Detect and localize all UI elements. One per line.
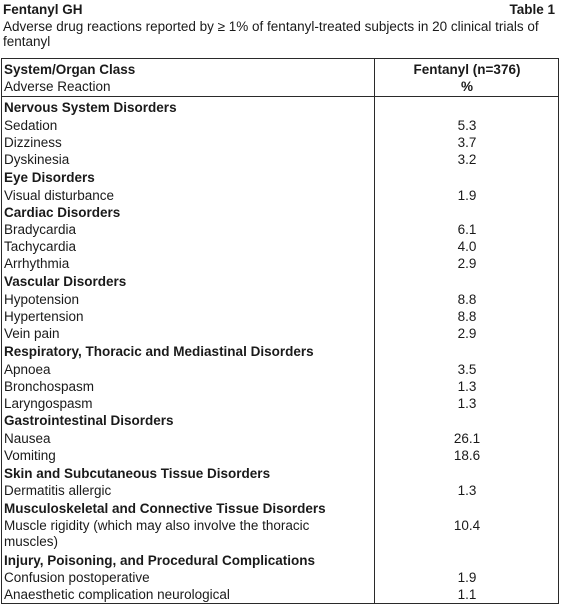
table-caption: Adverse drug reactions reported by ≥ 1% of fentanyl-treated subjects in 20 clinical trials of fentanyl (3, 19, 539, 49)
table-row-value: 8.8 (457, 309, 477, 324)
category-row: Gastrointestinal Disorders (4, 413, 174, 428)
table-row-label: Nausea (4, 431, 51, 446)
table-row-label: Dyskinesia (4, 152, 70, 167)
category-row: Eye Disorders (4, 170, 95, 185)
table-row-value: 18.6 (453, 448, 481, 463)
table-row-label: Confusion postoperative (4, 570, 150, 585)
table-row-value: 3.2 (457, 152, 477, 167)
table-row-value: 3.7 (457, 135, 477, 150)
table-row-value: 1.3 (457, 483, 477, 498)
table-row-value: 1.3 (457, 379, 477, 394)
table-row-value: 1.9 (457, 570, 477, 585)
table-row-label: Arrhythmia (4, 256, 70, 271)
table-row-label: Muscle rigidity (which may also involve the thoracic muscles) (4, 518, 310, 549)
category-row: Vascular Disorders (4, 274, 127, 289)
table-row-label: Bronchospasm (4, 379, 95, 394)
table-row-value: 3.5 (457, 362, 477, 377)
table-row-value: 1.1 (457, 587, 477, 602)
table-row-label: Anaesthetic complication neurological (4, 587, 230, 602)
table-row-label: Visual disturbance (4, 188, 115, 203)
table-row-value: 8.8 (457, 292, 477, 307)
table-row-label: Vomiting (4, 448, 56, 463)
table-row-label: Apnoea (4, 362, 51, 377)
table-row-value: 1.9 (457, 188, 477, 203)
category-row: Nervous System Disorders (4, 100, 177, 115)
category-row: Cardiac Disorders (4, 205, 121, 220)
table-title: Fentanyl GH (3, 2, 83, 17)
table-row-value: 10.4 (453, 518, 481, 533)
table-row-value: 1.3 (457, 396, 477, 411)
column-header-percent: % (460, 79, 473, 94)
table-row-label: Sedation (4, 118, 58, 133)
header-divider (1, 96, 559, 97)
column-header-adverse-reaction: Adverse Reaction (4, 79, 111, 94)
table-row-label: Bradycardia (4, 222, 77, 237)
table-row-label: Hypertension (4, 309, 84, 324)
category-row: Respiratory, Thoracic and Mediastinal Disorders (4, 344, 314, 359)
table-row-label: Vein pain (4, 326, 60, 341)
table-row-label: Laryngospasm (4, 396, 93, 411)
table-row-label: Tachycardia (4, 239, 77, 254)
table-row-value: 5.3 (457, 118, 477, 133)
category-row: Injury, Poisoning, and Procedural Complications (4, 553, 316, 568)
table-row-value: 4.0 (457, 239, 477, 254)
table-row-label: Hypotension (4, 292, 80, 307)
table-row-value: 2.9 (457, 326, 477, 341)
column-header-fentanyl: Fentanyl (n=376) (413, 62, 521, 77)
column-header-system-organ-class: System/Organ Class (4, 62, 136, 77)
table-row-value: 26.1 (453, 431, 481, 446)
category-row: Musculoskeletal and Connective Tissue Disorders (4, 501, 326, 516)
table-row-label: Dermatitis allergic (4, 483, 112, 498)
table-number: Table 1 (509, 2, 555, 17)
table-row-value: 2.9 (457, 256, 477, 271)
table-header (3, 2, 559, 18)
table-row-value: 6.1 (457, 222, 477, 237)
table-row-label: Dizziness (4, 135, 62, 150)
category-row: Skin and Subcutaneous Tissue Disorders (4, 466, 271, 481)
